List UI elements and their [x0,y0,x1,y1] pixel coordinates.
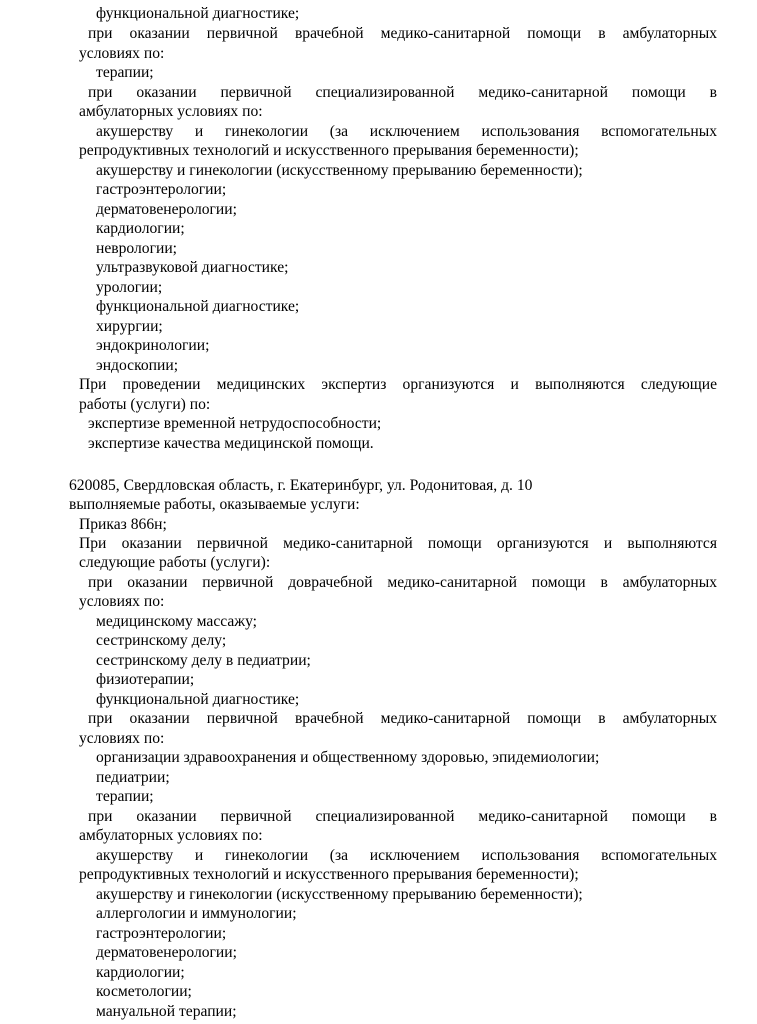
order-reference: Приказ 866н; [79,516,167,533]
section-heading: при оказании первичной специализированной медико-санитарной помощи в [88,84,717,101]
section-heading: при оказании первичной врачебной медико-санитарной помощи в амбулаторных [88,25,717,42]
list-item: гастроэнтерологии; [96,181,227,198]
list-item: медицинскому массажу; [96,613,258,630]
list-item: экспертизе качества медицинской помощи. [88,435,374,452]
list-item: акушерству и гинекологии (искусственному прерыванию беременности); [96,886,583,903]
works-header: выполняемые работы, оказываемые услуги: [69,496,360,513]
list-item: эндоскопии; [96,357,179,374]
section-heading: при оказании первичной врачебной медико-санитарной помощи в амбулаторных [88,710,717,727]
list-item: сестринскому делу в педиатрии; [96,652,311,669]
list-item-continued: репродуктивных технологий и искусственного прерывания беременности); [79,142,579,159]
list-item: кардиологии; [96,220,185,237]
section-heading-continued: работы (услуги) по: [79,396,211,413]
list-item-continued: репродуктивных технологий и искусственного прерывания беременности); [79,866,579,883]
section-heading: при оказании первичной специализированной медико-санитарной помощи в [88,808,717,825]
list-item: акушерству и гинекологии (за исключением использования вспомогательных [96,847,717,864]
list-item: неврологии; [96,240,178,257]
section-heading-continued: амбулаторных условиях по: [79,103,263,120]
section-heading-continued: условиях по: [79,730,165,747]
list-item: урологии; [96,279,163,296]
list-item: акушерству и гинекологии (за исключением использования вспомогательных [96,123,717,140]
list-item: хирургии; [96,318,163,335]
list-item: функциональной диагностике; [96,691,300,708]
list-item: экспертизе временной нетрудоспособности; [88,415,382,432]
list-item: педиатрии; [96,769,170,786]
section-heading: при оказании первичной доврачебной медико-санитарной помощи в амбулаторных [88,574,717,591]
list-item: функциональной диагностике; [96,5,300,22]
list-item: косметологии; [96,983,192,1000]
section-heading-continued: условиях по: [79,45,165,62]
list-item: эндокринологии; [96,337,210,354]
list-item: терапии; [96,64,154,81]
list-item: ультразвуковой диагностике; [96,259,289,276]
section-heading: При проведении медицинских экспертиз организуются и выполняются следующие [79,376,717,393]
list-item: гастроэнтерологии; [96,925,227,942]
list-item: кардиологии; [96,964,185,981]
list-item: физиотерапии; [96,671,195,688]
list-item: акушерству и гинекологии (искусственному прерыванию беременности); [96,162,583,179]
list-item: мануальной терапии; [96,1003,237,1020]
list-item: функциональной диагностике; [96,298,300,315]
section-heading-continued: амбулаторных условиях по: [79,827,263,844]
list-item: дерматовенерологии; [96,201,237,218]
list-item: сестринскому делу; [96,632,227,649]
section-heading-continued: следующие работы (услуги): [79,554,271,571]
section-heading-continued: условиях по: [79,593,165,610]
list-item: дерматовенерологии; [96,944,237,961]
list-item: терапии; [96,788,154,805]
section-heading: При оказании первичной медико-санитарной помощи организуются и выполняются [79,535,717,552]
list-item: аллергологии и иммунологии; [96,905,297,922]
address-line: 620085, Свердловская область, г. Екатеринбург, ул. Родонитовая, д. 10 [69,477,533,494]
list-item: организации здравоохранения и общественному здоровью, эпидемиологии; [96,749,600,766]
